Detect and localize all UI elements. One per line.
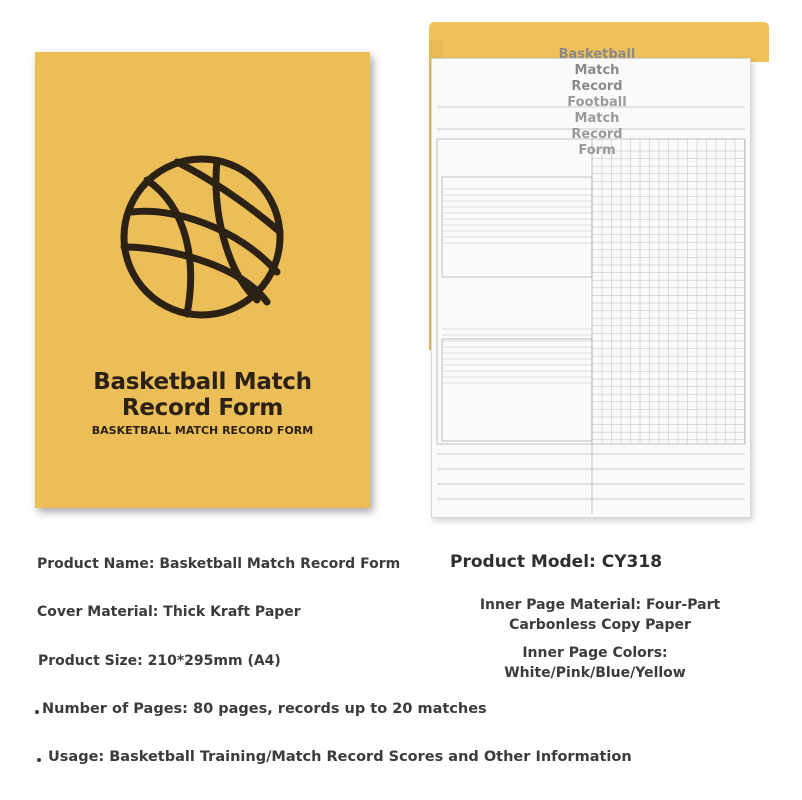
overlay-text-mid: Football Match Record Form — [567, 95, 627, 158]
product-model: Product Model: CY318 — [450, 552, 663, 572]
record-book-cover — [35, 52, 370, 508]
cover-title-line1: Basketball Match — [93, 369, 312, 395]
cover-subtitle: BASKETBALL MATCH RECORD FORM — [91, 424, 314, 437]
product-name: Product Name: Basketball Match Record Form — [37, 556, 401, 572]
inner-page-material: Inner Page Material: Four-Part Carbonless Copy Paper — [479, 597, 721, 633]
inner-page-colors: Inner Page Colors: White/Pink/Blue/Yellow — [504, 645, 686, 681]
overlay-text-top: Basketball Match Record — [558, 47, 636, 94]
cover-title-line2: Record Form — [121, 395, 284, 421]
usage: Usage: Basketball Training/Match Record Scores and Other Information — [48, 749, 632, 765]
number-of-pages: Number of Pages: 80 pages, records up to 20 matches — [42, 701, 487, 717]
product-size: Product Size: 210*295mm (A4) — [38, 653, 281, 669]
score-sheet — [431, 47, 751, 518]
bullet-icon — [35, 710, 39, 714]
cover-material: Cover Material: Thick Kraft Paper — [37, 604, 301, 620]
basketball-icon — [117, 152, 287, 322]
bullet-icon — [37, 758, 41, 762]
